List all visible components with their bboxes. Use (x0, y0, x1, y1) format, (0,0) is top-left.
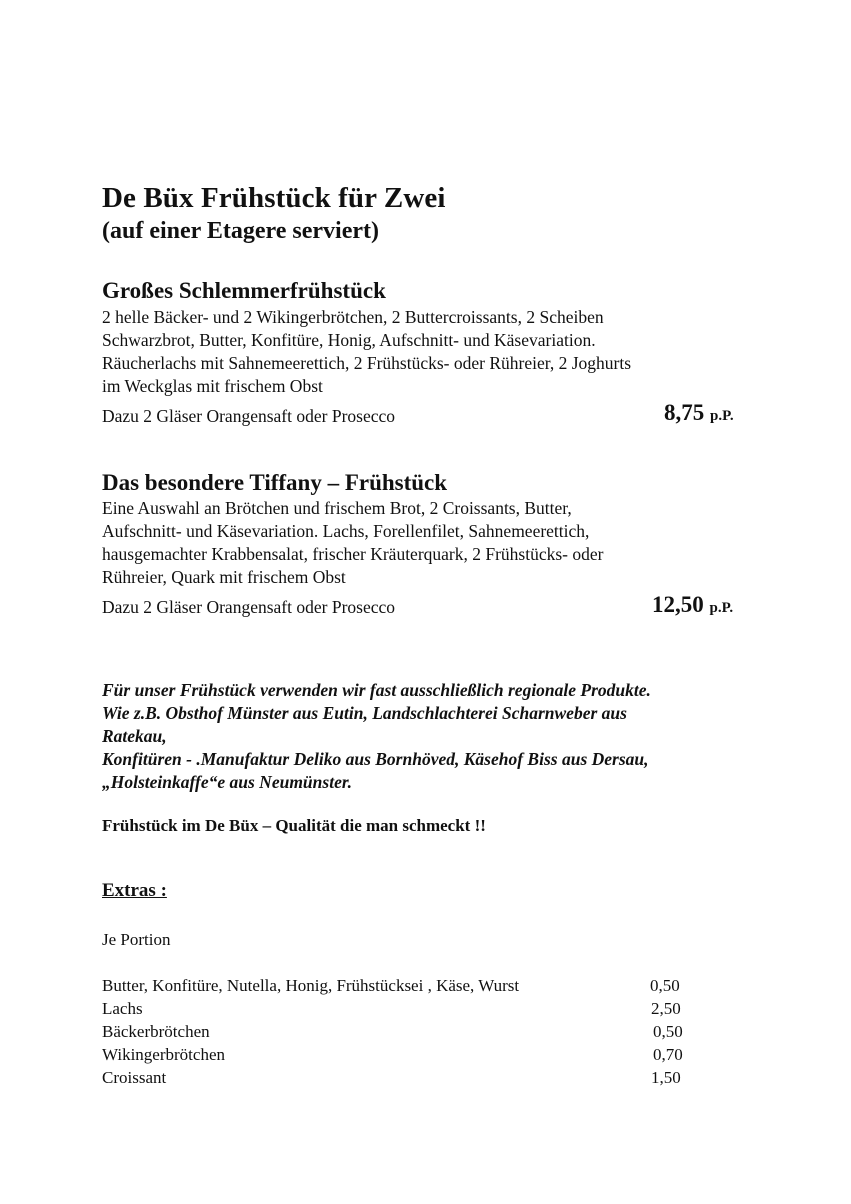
section-heading: Das besondere Tiffany – Frühstück (102, 470, 448, 495)
price (664, 400, 734, 426)
item-name: Croissant (102, 1068, 167, 1087)
price (652, 592, 733, 618)
per-portion-label: Je Portion (102, 930, 171, 949)
item-price: 0,70 (653, 1045, 683, 1064)
section-description (102, 497, 603, 589)
notice-line: Ratekau, (102, 726, 167, 746)
item-name: Wikingerbrötchen (102, 1045, 225, 1064)
notice-line: Wie z.B. Obsthof Münster aus Eutin, Landschlachterei Scharnweber aus (102, 703, 627, 723)
drinks-note: Dazu 2 Gläser Orangensaft oder Prosecco (102, 406, 396, 426)
item-price: 1,50 (651, 1068, 681, 1087)
description-line: Eine Auswahl an Brötchen und frischem Brot, 2 Croissants, Butter, (102, 498, 572, 518)
item-name: Lachs (102, 999, 143, 1018)
item-price: 0,50 (650, 976, 680, 995)
list-item (102, 1066, 681, 1089)
description-line: Aufschnitt- und Käsevariation. Lachs, Forellenfilet, Sahnemeerettich, (102, 521, 590, 541)
regional-notice (102, 679, 651, 794)
description-line: im Weckglas mit frischem Obst (102, 376, 323, 396)
item-price: 2,50 (651, 999, 681, 1018)
list-item (102, 997, 681, 1020)
list-item (102, 1043, 683, 1066)
slogan: Frühstück im De Büx – Qualität die man schmeckt !! (102, 816, 486, 835)
item-price: 0,50 (653, 1022, 683, 1041)
extras-list (102, 974, 683, 1089)
description-line: Räucherlachs mit Sahnemeerettich, 2 Frühstücks- oder Rühreier, 2 Joghurts (102, 353, 632, 373)
description-line: Rühreier, Quark mit frischem Obst (102, 567, 346, 587)
notice-line: „Holsteinkaffe“e aus Neumünster. (102, 772, 353, 792)
description-line: Schwarzbrot, Butter, Konfitüre, Honig, Aufschnitt- und Käsevariation. (102, 330, 596, 350)
notice-line: Für unser Frühstück verwenden wir fast ausschließlich regionale Produkte. (102, 680, 651, 700)
description-line: 2 helle Bäcker- und 2 Wikingerbrötchen, 2 Buttercroissants, 2 Scheiben (102, 307, 604, 327)
price-value: 8,75 (664, 400, 705, 425)
section-description (102, 306, 631, 398)
list-item (102, 974, 680, 997)
page-subtitle: (auf einer Etagere serviert) (102, 218, 379, 244)
section-heading: Großes Schlemmerfrühstück (102, 278, 386, 303)
notice-line: Konfitüren - .Manufaktur Deliko aus Bornhöved, Käsehof Biss aus Dersau, (102, 749, 649, 769)
page-title: De Büx Frühstück für Zwei (102, 182, 446, 214)
drinks-note: Dazu 2 Gläser Orangensaft oder Prosecco (102, 597, 396, 617)
description-line: hausgemachter Krabbensalat, frischer Kräuterquark, 2 Frühstücks- oder (102, 544, 604, 564)
price-unit: p.P. (710, 408, 734, 424)
price-value: 12,50 (652, 592, 704, 617)
extras-heading: Extras : (102, 880, 167, 901)
list-item (102, 1020, 683, 1043)
item-name: Butter, Konfitüre, Nutella, Honig, Frühstücksei , Käse, Wurst (102, 976, 520, 995)
price-unit: p.P. (709, 600, 734, 616)
item-name: Bäckerbrötchen (102, 1022, 210, 1041)
